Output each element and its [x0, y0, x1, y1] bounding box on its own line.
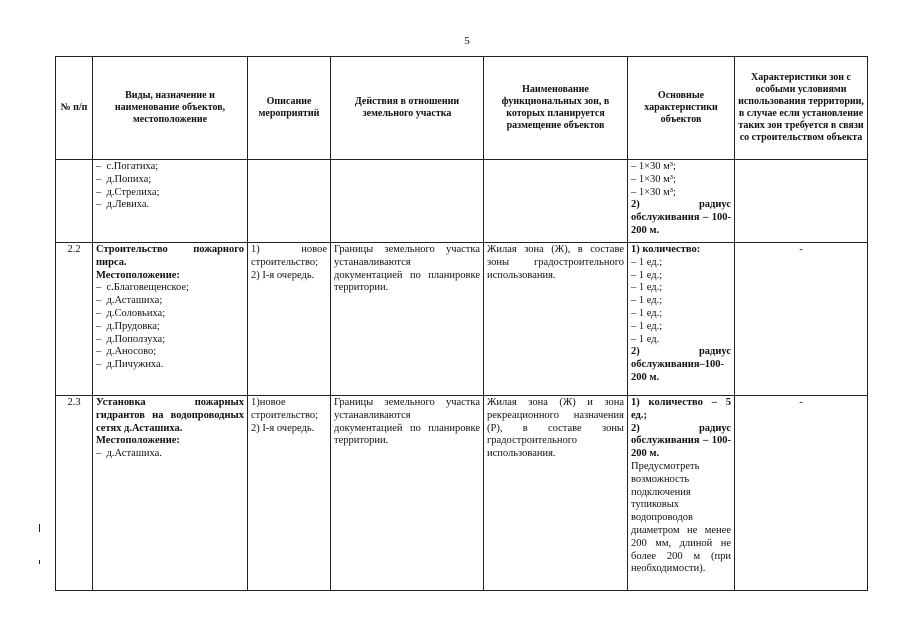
table-body: [56, 160, 868, 591]
special-zones-cell: -: [735, 243, 868, 396]
characteristic-line: – 1×30 м³;: [631, 173, 676, 185]
characteristic-line: 1) количество – 5 ед.;: [631, 397, 731, 421]
location-item: – д.Пичужиха.: [96, 359, 244, 372]
location-label: Местоположение:: [96, 435, 180, 447]
zones-cell: Жилая зона (Ж) и зона рекреационного назначения (Р), в составе зоны градостроительного использования.: [484, 396, 628, 591]
table-header-row: [56, 57, 868, 160]
table-row: [56, 243, 868, 396]
location-item: – д.Левиха.: [96, 199, 244, 212]
location-item: – д.Поползуха;: [96, 334, 244, 347]
description-cell: [248, 160, 331, 243]
special-zones-cell: [735, 160, 868, 243]
characteristic-line: – 1 ед.;: [631, 320, 663, 332]
object-cell: [93, 243, 248, 396]
location-label: Местоположение:: [96, 269, 180, 281]
characteristic-line: 2) радиус обслуживания – 100-200 м.: [631, 199, 731, 236]
location-item: – д.Асташиха.: [96, 448, 244, 461]
location-item: – д.Стрелиха;: [96, 187, 244, 200]
row-number: [56, 160, 93, 243]
scan-mark: [39, 524, 40, 532]
header-zones: Наименование функциональных зон, в которых планируется размещение объектов: [484, 57, 628, 160]
actions-cell: Границы земельного участка устанавливаются документацией по планировке территории.: [331, 243, 484, 396]
row-number: 2.3: [56, 396, 93, 591]
description-cell: 1)новое строительство; 2) I-я очередь.: [248, 396, 331, 591]
characteristic-line: – 1 ед.;: [631, 295, 663, 307]
characteristic-line: – 1×30 м³;: [631, 161, 676, 172]
description-cell: 1) новое строительство; 2) I-я очередь.: [248, 243, 331, 396]
characteristic-line: Предусмотреть возможность подключения тупиковых водопроводов диаметром не менее 200 мм, длиной не более 200 м (при необходимости).: [631, 460, 731, 575]
location-item: – д.Аносово;: [96, 346, 244, 359]
object-title: Строительство пожарного пирса.: [96, 244, 244, 268]
zones-cell: Жилая зона (Ж), в составе зоны градостроительного использования.: [484, 243, 628, 396]
location-item: – д.Прудовка;: [96, 321, 244, 334]
page-number: 5: [464, 35, 470, 47]
characteristic-line: 1) количество:: [631, 244, 701, 255]
header-description: Описание мероприятий: [248, 57, 331, 160]
zones-cell: [484, 160, 628, 243]
object-cell: [93, 396, 248, 591]
characteristic-line: – 1 ед.;: [631, 282, 663, 294]
header-special-zones: Характеристики зон с особыми условиями использования территории, в случае если установление таких зон требуется в связи со строительством объекта: [735, 57, 868, 160]
location-item: – д.Асташиха;: [96, 295, 244, 308]
location-item: – с.Погатиха;: [96, 161, 244, 174]
characteristic-line: – 1 ед.;: [631, 269, 663, 281]
characteristic-line: – 1 ед.: [631, 333, 660, 345]
special-zones-cell: -: [735, 396, 868, 591]
table-row: [56, 160, 868, 243]
characteristics-cell: [628, 160, 735, 243]
actions-cell: [331, 160, 484, 243]
header-actions: Действия в отношении земельного участка: [331, 57, 484, 160]
characteristic-line: 2) радиус обслуживания–100-200 м.: [631, 346, 731, 383]
header-object: Виды, назначение и наименование объектов, местоположение: [93, 57, 248, 160]
characteristic-line: 2) радиус обслуживания – 100-200 м.: [631, 422, 731, 460]
location-item: – д.Попиха;: [96, 174, 244, 187]
scan-mark: [39, 560, 40, 564]
plan-table: [55, 56, 868, 591]
header-num: № п/п: [56, 57, 93, 160]
row-number: 2.2: [56, 243, 93, 396]
characteristics-cell: [628, 396, 735, 591]
table-row: [56, 396, 868, 591]
characteristic-line: – 1 ед.;: [631, 256, 663, 268]
location-item: – с.Благовещенское;: [96, 282, 244, 295]
characteristic-line: – 1×30 м³;: [631, 186, 676, 198]
location-item: – д.Соловьиха;: [96, 308, 244, 321]
actions-cell: Границы земельного участка устанавливаются документацией по планировке территории.: [331, 396, 484, 591]
header-characteristics: Основные характеристики объектов: [628, 57, 735, 160]
characteristics-cell: [628, 243, 735, 396]
object-cell: [93, 160, 248, 243]
characteristic-line: – 1 ед.;: [631, 307, 663, 319]
object-title: Установка пожарных гидрантов на водопроводных сетях д.Асташиха.: [96, 397, 244, 434]
